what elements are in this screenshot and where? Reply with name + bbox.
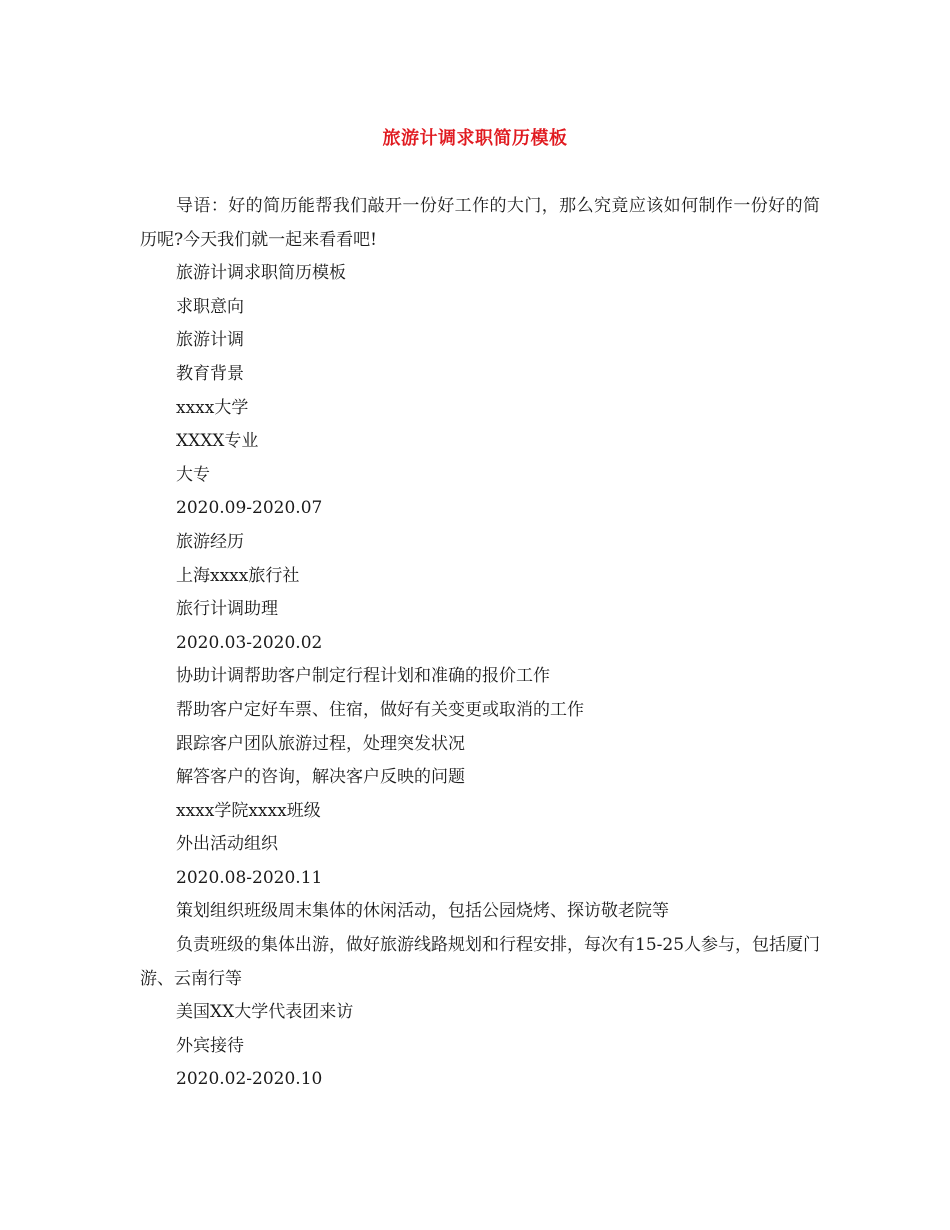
text-line: 外宾接待 bbox=[176, 1035, 244, 1056]
text-line: XXXX专业 bbox=[176, 431, 259, 452]
text-line: xxxx学院xxxx班级 bbox=[176, 800, 321, 821]
wrapped-paragraph: 负责班级的集体出游，做好旅游线路规划和行程安排，每次有15-25人参与，包括厦门游、云南行等 bbox=[140, 935, 821, 989]
text-line: 旅行计调助理 bbox=[176, 599, 278, 620]
text-line: 旅游经历 bbox=[176, 531, 244, 552]
text-line: 跟踪客户团队旅游过程，处理突发状况 bbox=[176, 733, 465, 754]
text-line: 解答客户的咨询，解决客户反映的问题 bbox=[176, 767, 465, 788]
text-line: 大专 bbox=[176, 464, 210, 485]
text-line: 2020.02-2020.10 bbox=[176, 1069, 323, 1090]
text-line: 求职意向 bbox=[176, 296, 244, 317]
text-line: 帮助客户定好车票、住宿，做好有关变更或取消的工作 bbox=[176, 699, 584, 720]
document-title: 旅游计调求职简历模板 bbox=[382, 128, 568, 149]
intro-paragraph: 导语：好的简历能帮我们敲开一份好工作的大门，那么究竟应该如何制作一份好的简历呢?今天我们就一起来看看吧! bbox=[140, 196, 820, 250]
document-body bbox=[140, 190, 820, 1097]
text-line: 旅游计调 bbox=[176, 330, 244, 351]
text-line: 美国XX大学代表团来访 bbox=[176, 1002, 354, 1023]
text-line: 旅游计调求职简历模板 bbox=[176, 263, 346, 284]
text-line: xxxx大学 bbox=[176, 397, 249, 418]
text-line: 2020.03-2020.02 bbox=[176, 632, 323, 653]
text-line: 外出活动组织 bbox=[176, 834, 278, 855]
text-line: 上海xxxx旅行社 bbox=[176, 565, 300, 586]
text-line: 协助计调帮助客户制定行程计划和准确的报价工作 bbox=[176, 666, 550, 687]
text-line: 教育背景 bbox=[176, 363, 244, 384]
text-line: 策划组织班级周末集体的休闲活动，包括公园烧烤、探访敬老院等 bbox=[176, 901, 669, 922]
text-line: 2020.09-2020.07 bbox=[176, 498, 323, 519]
text-line: 2020.08-2020.11 bbox=[176, 867, 323, 888]
